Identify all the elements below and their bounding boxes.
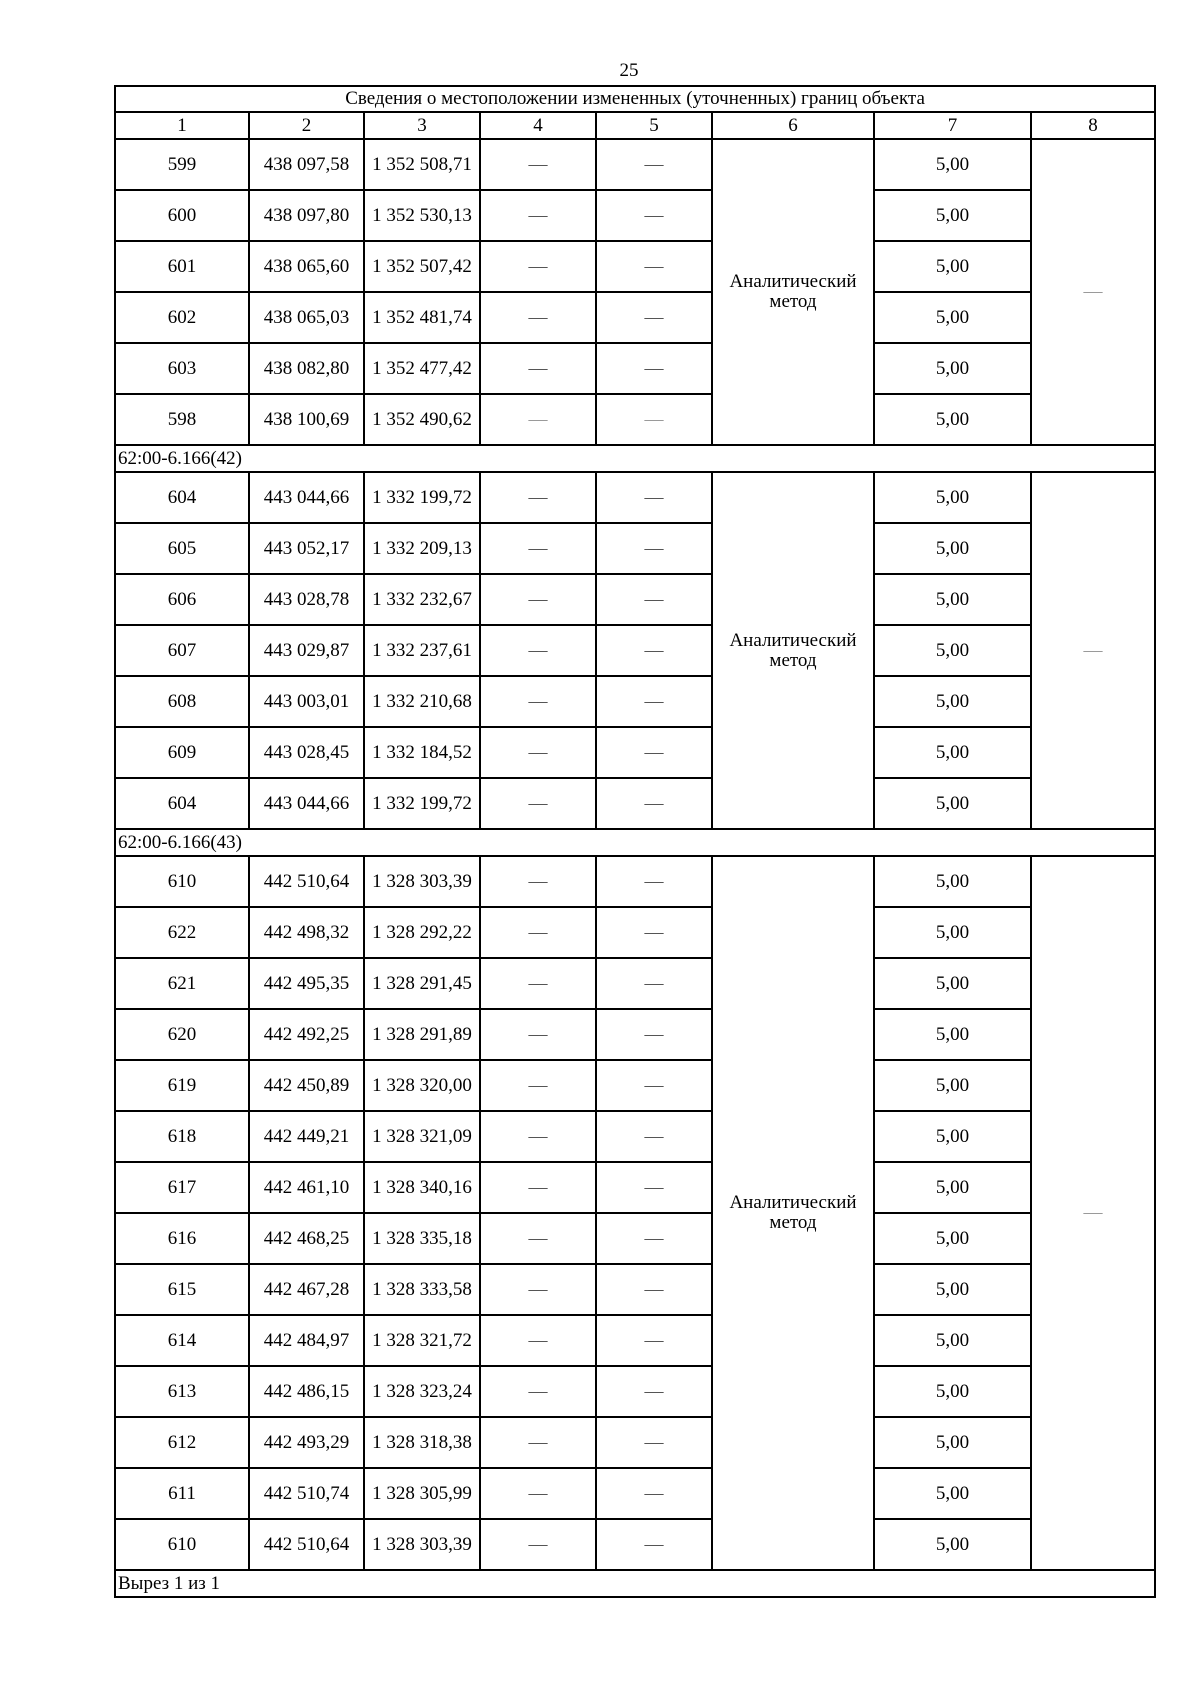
section-label-row bbox=[115, 829, 1155, 856]
x-coordinate-cell: 442 510,64 bbox=[249, 856, 364, 907]
point-number-cell: 603 bbox=[115, 343, 249, 394]
column-5-cell: — bbox=[596, 394, 712, 445]
x-coordinate-cell: 442 486,15 bbox=[249, 1366, 364, 1417]
accuracy-cell: 5,00 bbox=[874, 472, 1031, 523]
column-4-cell: — bbox=[480, 343, 596, 394]
point-number-cell: 622 bbox=[115, 907, 249, 958]
point-number-cell: 605 bbox=[115, 523, 249, 574]
column-5-cell: — bbox=[596, 139, 712, 190]
x-coordinate-cell: 442 449,21 bbox=[249, 1111, 364, 1162]
accuracy-cell: 5,00 bbox=[874, 139, 1031, 190]
column-5-cell: — bbox=[596, 1213, 712, 1264]
column-5-cell: — bbox=[596, 574, 712, 625]
y-coordinate-cell: 1 352 477,42 bbox=[364, 343, 480, 394]
y-coordinate-cell: 1 352 490,62 bbox=[364, 394, 480, 445]
y-coordinate-cell: 1 328 333,58 bbox=[364, 1264, 480, 1315]
y-coordinate-cell: 1 352 481,74 bbox=[364, 292, 480, 343]
x-coordinate-cell: 442 498,32 bbox=[249, 907, 364, 958]
method-cell: Аналитический метод bbox=[712, 139, 874, 445]
column-5-cell: — bbox=[596, 625, 712, 676]
table-row bbox=[115, 1519, 1155, 1570]
accuracy-cell: 5,00 bbox=[874, 676, 1031, 727]
column-5-cell: — bbox=[596, 1060, 712, 1111]
x-coordinate-cell: 443 028,45 bbox=[249, 727, 364, 778]
point-number-cell: 613 bbox=[115, 1366, 249, 1417]
point-number-cell: 611 bbox=[115, 1468, 249, 1519]
column-4-cell: — bbox=[480, 625, 596, 676]
x-coordinate-cell: 438 082,80 bbox=[249, 343, 364, 394]
column-4-cell: — bbox=[480, 139, 596, 190]
accuracy-cell: 5,00 bbox=[874, 1366, 1031, 1417]
table-row bbox=[115, 190, 1155, 241]
column-5-cell: — bbox=[596, 1519, 712, 1570]
x-coordinate-cell: 442 467,28 bbox=[249, 1264, 364, 1315]
column-5-cell: — bbox=[596, 856, 712, 907]
point-number-cell: 618 bbox=[115, 1111, 249, 1162]
accuracy-cell: 5,00 bbox=[874, 1264, 1031, 1315]
column-4-cell: — bbox=[480, 1162, 596, 1213]
x-coordinate-cell: 438 097,80 bbox=[249, 190, 364, 241]
accuracy-cell: 5,00 bbox=[874, 778, 1031, 829]
accuracy-cell: 5,00 bbox=[874, 190, 1031, 241]
accuracy-cell: 5,00 bbox=[874, 523, 1031, 574]
y-coordinate-cell: 1 332 199,72 bbox=[364, 472, 480, 523]
point-number-cell: 606 bbox=[115, 574, 249, 625]
accuracy-cell: 5,00 bbox=[874, 1111, 1031, 1162]
y-coordinate-cell: 1 352 530,13 bbox=[364, 190, 480, 241]
accuracy-cell: 5,00 bbox=[874, 241, 1031, 292]
y-coordinate-cell: 1 332 209,13 bbox=[364, 523, 480, 574]
table-row bbox=[115, 139, 1155, 190]
point-number-cell: 608 bbox=[115, 676, 249, 727]
column-5-cell: — bbox=[596, 1468, 712, 1519]
table-row bbox=[115, 727, 1155, 778]
table-row bbox=[115, 394, 1155, 445]
column-4-cell: — bbox=[480, 574, 596, 625]
point-number-cell: 616 bbox=[115, 1213, 249, 1264]
column-5-cell: — bbox=[596, 1111, 712, 1162]
accuracy-cell: 5,00 bbox=[874, 574, 1031, 625]
point-number-cell: 621 bbox=[115, 958, 249, 1009]
point-number-cell: 617 bbox=[115, 1162, 249, 1213]
column-4-cell: — bbox=[480, 1366, 596, 1417]
column-number: 3 bbox=[364, 112, 480, 139]
column-4-cell: — bbox=[480, 778, 596, 829]
x-coordinate-cell: 442 450,89 bbox=[249, 1060, 364, 1111]
y-coordinate-cell: 1 332 184,52 bbox=[364, 727, 480, 778]
accuracy-cell: 5,00 bbox=[874, 907, 1031, 958]
table-row bbox=[115, 241, 1155, 292]
table-row bbox=[115, 1366, 1155, 1417]
x-coordinate-cell: 438 065,03 bbox=[249, 292, 364, 343]
accuracy-cell: 5,00 bbox=[874, 1417, 1031, 1468]
point-number-cell: 598 bbox=[115, 394, 249, 445]
column-4-cell: — bbox=[480, 190, 596, 241]
y-coordinate-cell: 1 332 237,61 bbox=[364, 625, 480, 676]
accuracy-cell: 5,00 bbox=[874, 856, 1031, 907]
y-coordinate-cell: 1 328 291,45 bbox=[364, 958, 480, 1009]
x-coordinate-cell: 442 492,25 bbox=[249, 1009, 364, 1060]
accuracy-cell: 5,00 bbox=[874, 625, 1031, 676]
column-5-cell: — bbox=[596, 1417, 712, 1468]
section-label: 62:00-6.166(42) bbox=[115, 445, 1155, 472]
column-5-cell: — bbox=[596, 292, 712, 343]
point-number-cell: 614 bbox=[115, 1315, 249, 1366]
point-number-cell: 610 bbox=[115, 856, 249, 907]
column-number: 1 bbox=[115, 112, 249, 139]
point-number-cell: 620 bbox=[115, 1009, 249, 1060]
column-4-cell: — bbox=[480, 676, 596, 727]
accuracy-cell: 5,00 bbox=[874, 727, 1031, 778]
column-4-cell: — bbox=[480, 1111, 596, 1162]
accuracy-cell: 5,00 bbox=[874, 1315, 1031, 1366]
column-5-cell: — bbox=[596, 523, 712, 574]
column-4-cell: — bbox=[480, 958, 596, 1009]
column-5-cell: — bbox=[596, 1264, 712, 1315]
point-number-cell: 607 bbox=[115, 625, 249, 676]
y-coordinate-cell: 1 352 507,42 bbox=[364, 241, 480, 292]
column-5-cell: — bbox=[596, 958, 712, 1009]
accuracy-cell: 5,00 bbox=[874, 292, 1031, 343]
point-number-cell: 609 bbox=[115, 727, 249, 778]
table-row bbox=[115, 574, 1155, 625]
method-cell: Аналитический метод bbox=[712, 856, 874, 1570]
point-number-cell: 600 bbox=[115, 190, 249, 241]
x-coordinate-cell: 438 097,58 bbox=[249, 139, 364, 190]
point-number-cell: 619 bbox=[115, 1060, 249, 1111]
column-4-cell: — bbox=[480, 1417, 596, 1468]
accuracy-cell: 5,00 bbox=[874, 1468, 1031, 1519]
table-body bbox=[115, 86, 1155, 1597]
table-row bbox=[115, 1264, 1155, 1315]
table-row bbox=[115, 1060, 1155, 1111]
column-4-cell: — bbox=[480, 907, 596, 958]
footer-row bbox=[115, 1570, 1155, 1597]
section-label-row bbox=[115, 445, 1155, 472]
y-coordinate-cell: 1 328 291,89 bbox=[364, 1009, 480, 1060]
column-5-cell: — bbox=[596, 907, 712, 958]
table-row bbox=[115, 778, 1155, 829]
x-coordinate-cell: 443 003,01 bbox=[249, 676, 364, 727]
boundary-coordinates-table bbox=[114, 85, 1156, 1598]
column-numbers-row bbox=[115, 112, 1155, 139]
column-4-cell: — bbox=[480, 1009, 596, 1060]
table-title: Сведения о местоположении измененных (уточненных) границ объекта bbox=[115, 86, 1155, 112]
x-coordinate-cell: 438 100,69 bbox=[249, 394, 364, 445]
y-coordinate-cell: 1 328 321,72 bbox=[364, 1315, 480, 1366]
point-number-cell: 602 bbox=[115, 292, 249, 343]
table-row bbox=[115, 1213, 1155, 1264]
column-5-cell: — bbox=[596, 1009, 712, 1060]
table-row bbox=[115, 1315, 1155, 1366]
table-row bbox=[115, 1417, 1155, 1468]
accuracy-cell: 5,00 bbox=[874, 1009, 1031, 1060]
x-coordinate-cell: 442 493,29 bbox=[249, 1417, 364, 1468]
footer-note: Вырез 1 из 1 bbox=[115, 1570, 1155, 1597]
accuracy-cell: 5,00 bbox=[874, 1519, 1031, 1570]
column-5-cell: — bbox=[596, 190, 712, 241]
column-4-cell: — bbox=[480, 394, 596, 445]
column-5-cell: — bbox=[596, 1315, 712, 1366]
table-row bbox=[115, 625, 1155, 676]
table-row bbox=[115, 343, 1155, 394]
x-coordinate-cell: 443 044,66 bbox=[249, 778, 364, 829]
column-5-cell: — bbox=[596, 1162, 712, 1213]
x-coordinate-cell: 442 510,64 bbox=[249, 1519, 364, 1570]
table-row bbox=[115, 856, 1155, 907]
y-coordinate-cell: 1 328 340,16 bbox=[364, 1162, 480, 1213]
table-row bbox=[115, 1111, 1155, 1162]
column-number: 4 bbox=[480, 112, 596, 139]
y-coordinate-cell: 1 328 335,18 bbox=[364, 1213, 480, 1264]
column-5-cell: — bbox=[596, 343, 712, 394]
table-row bbox=[115, 1162, 1155, 1213]
x-coordinate-cell: 443 052,17 bbox=[249, 523, 364, 574]
x-coordinate-cell: 442 484,97 bbox=[249, 1315, 364, 1366]
accuracy-cell: 5,00 bbox=[874, 1162, 1031, 1213]
x-coordinate-cell: 442 495,35 bbox=[249, 958, 364, 1009]
table-row bbox=[115, 958, 1155, 1009]
column-4-cell: — bbox=[480, 1519, 596, 1570]
x-coordinate-cell: 443 029,87 bbox=[249, 625, 364, 676]
column-4-cell: — bbox=[480, 1264, 596, 1315]
column-5-cell: — bbox=[596, 1366, 712, 1417]
column-5-cell: — bbox=[596, 727, 712, 778]
table-row bbox=[115, 1009, 1155, 1060]
column-number: 5 bbox=[596, 112, 712, 139]
column-number: 7 bbox=[874, 112, 1031, 139]
accuracy-cell: 5,00 bbox=[874, 343, 1031, 394]
y-coordinate-cell: 1 328 320,00 bbox=[364, 1060, 480, 1111]
table-row bbox=[115, 907, 1155, 958]
accuracy-cell: 5,00 bbox=[874, 1213, 1031, 1264]
table-title-row bbox=[115, 86, 1155, 112]
point-number-cell: 604 bbox=[115, 778, 249, 829]
table-row bbox=[115, 292, 1155, 343]
y-coordinate-cell: 1 328 303,39 bbox=[364, 856, 480, 907]
column-4-cell: — bbox=[480, 1468, 596, 1519]
y-coordinate-cell: 1 328 318,38 bbox=[364, 1417, 480, 1468]
column-4-cell: — bbox=[480, 1060, 596, 1111]
column-4-cell: — bbox=[480, 1315, 596, 1366]
table-row bbox=[115, 1468, 1155, 1519]
x-coordinate-cell: 442 468,25 bbox=[249, 1213, 364, 1264]
page-number: 25 bbox=[619, 60, 639, 81]
y-coordinate-cell: 1 328 303,39 bbox=[364, 1519, 480, 1570]
column-8-cell: — bbox=[1031, 472, 1155, 829]
accuracy-cell: 5,00 bbox=[874, 1060, 1031, 1111]
method-cell: Аналитический метод bbox=[712, 472, 874, 829]
y-coordinate-cell: 1 328 323,24 bbox=[364, 1366, 480, 1417]
column-8-cell: — bbox=[1031, 856, 1155, 1570]
y-coordinate-cell: 1 352 508,71 bbox=[364, 139, 480, 190]
column-4-cell: — bbox=[480, 727, 596, 778]
accuracy-cell: 5,00 bbox=[874, 958, 1031, 1009]
point-number-cell: 612 bbox=[115, 1417, 249, 1468]
column-5-cell: — bbox=[596, 472, 712, 523]
column-4-cell: — bbox=[480, 856, 596, 907]
table-row bbox=[115, 676, 1155, 727]
accuracy-cell: 5,00 bbox=[874, 394, 1031, 445]
y-coordinate-cell: 1 332 232,67 bbox=[364, 574, 480, 625]
y-coordinate-cell: 1 332 199,72 bbox=[364, 778, 480, 829]
column-number: 2 bbox=[249, 112, 364, 139]
column-8-cell: — bbox=[1031, 139, 1155, 445]
x-coordinate-cell: 442 510,74 bbox=[249, 1468, 364, 1519]
x-coordinate-cell: 443 028,78 bbox=[249, 574, 364, 625]
column-4-cell: — bbox=[480, 292, 596, 343]
y-coordinate-cell: 1 328 292,22 bbox=[364, 907, 480, 958]
point-number-cell: 615 bbox=[115, 1264, 249, 1315]
column-4-cell: — bbox=[480, 523, 596, 574]
table-row bbox=[115, 523, 1155, 574]
table-row bbox=[115, 472, 1155, 523]
x-coordinate-cell: 438 065,60 bbox=[249, 241, 364, 292]
point-number-cell: 601 bbox=[115, 241, 249, 292]
column-number: 8 bbox=[1031, 112, 1155, 139]
section-label: 62:00-6.166(43) bbox=[115, 829, 1155, 856]
y-coordinate-cell: 1 328 321,09 bbox=[364, 1111, 480, 1162]
column-5-cell: — bbox=[596, 241, 712, 292]
column-4-cell: — bbox=[480, 1213, 596, 1264]
x-coordinate-cell: 442 461,10 bbox=[249, 1162, 364, 1213]
column-4-cell: — bbox=[480, 472, 596, 523]
point-number-cell: 610 bbox=[115, 1519, 249, 1570]
column-number: 6 bbox=[712, 112, 874, 139]
y-coordinate-cell: 1 332 210,68 bbox=[364, 676, 480, 727]
column-4-cell: — bbox=[480, 241, 596, 292]
column-5-cell: — bbox=[596, 778, 712, 829]
x-coordinate-cell: 443 044,66 bbox=[249, 472, 364, 523]
point-number-cell: 599 bbox=[115, 139, 249, 190]
column-5-cell: — bbox=[596, 676, 712, 727]
y-coordinate-cell: 1 328 305,99 bbox=[364, 1468, 480, 1519]
point-number-cell: 604 bbox=[115, 472, 249, 523]
